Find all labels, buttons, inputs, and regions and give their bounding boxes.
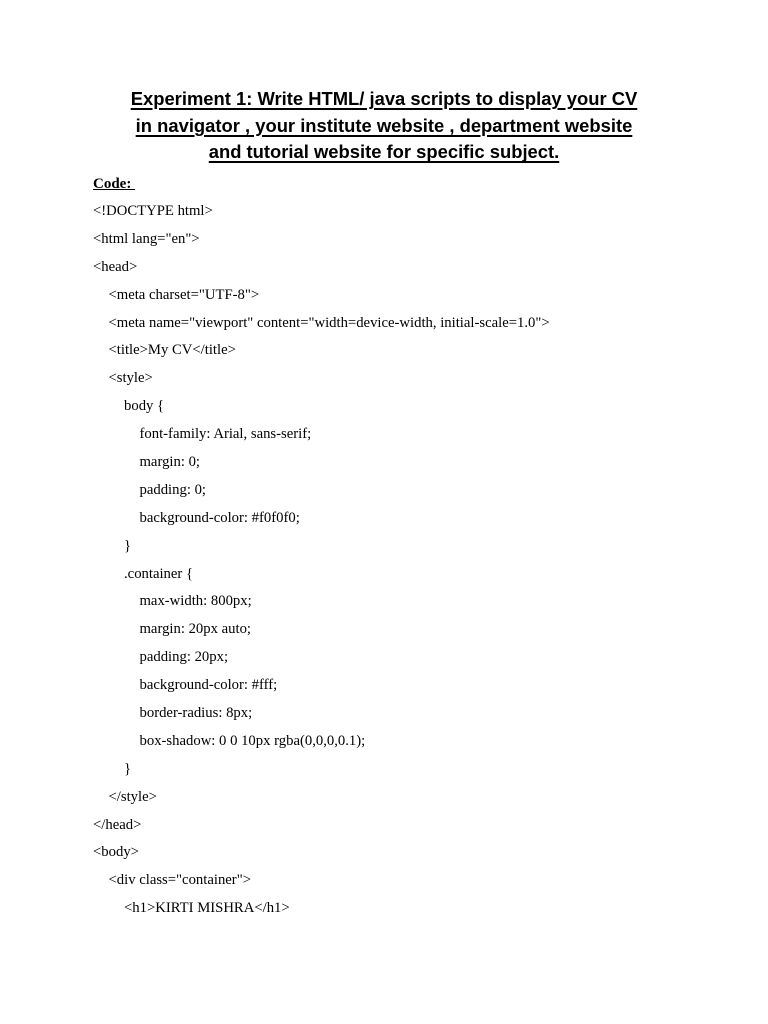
code-line: <!DOCTYPE html> — [93, 203, 213, 219]
code-line: <title>My CV</title> — [108, 342, 236, 359]
code-line: </head> — [93, 816, 142, 833]
title-line: Experiment 1: Write HTML/ java scripts to display your CV — [130, 88, 638, 109]
code-line: body { — [124, 398, 165, 415]
code-line: <body> — [93, 844, 139, 861]
experiment-title — [82, 86, 686, 166]
code-line: } — [124, 537, 132, 554]
title-line: and tutorial website for specific subject. — [208, 141, 560, 163]
code-line: max-width: 800px; — [139, 593, 252, 610]
code-line: font-family: Arial, sans-serif; — [139, 426, 312, 443]
code-line: border-radius: 8px; — [139, 705, 253, 722]
code-line: <h1>KIRTI MISHRA</h1> — [124, 900, 290, 917]
code-line: margin: 20px auto; — [139, 621, 252, 638]
code-line: .container { — [124, 565, 194, 582]
code-line: margin: 0; — [139, 454, 201, 471]
code-line: <style> — [108, 370, 153, 387]
code-line: <head> — [93, 258, 138, 275]
code-line: <div class="container"> — [108, 872, 251, 889]
code-listing — [93, 201, 550, 926]
code-line: padding: 0; — [139, 481, 206, 498]
code-line: padding: 20px; — [139, 649, 229, 666]
code-line: <meta name="viewport" content="width=device-width, initial-scale=1.0"> — [108, 314, 550, 331]
code-line: background-color: #fff; — [139, 677, 278, 694]
code-line: box-shadow: 0 0 10px rgba(0,0,0,0.1); — [139, 732, 366, 749]
code-line: </style> — [108, 788, 157, 805]
code-label: Code: — [93, 176, 136, 192]
code-line: <html lang="en"> — [93, 230, 200, 247]
code-line: <meta charset="UTF-8"> — [108, 286, 260, 303]
code-line: background-color: #f0f0f0; — [139, 509, 300, 526]
code-line: } — [124, 760, 132, 777]
title-line: in navigator , your institute website , department website — [135, 114, 633, 136]
